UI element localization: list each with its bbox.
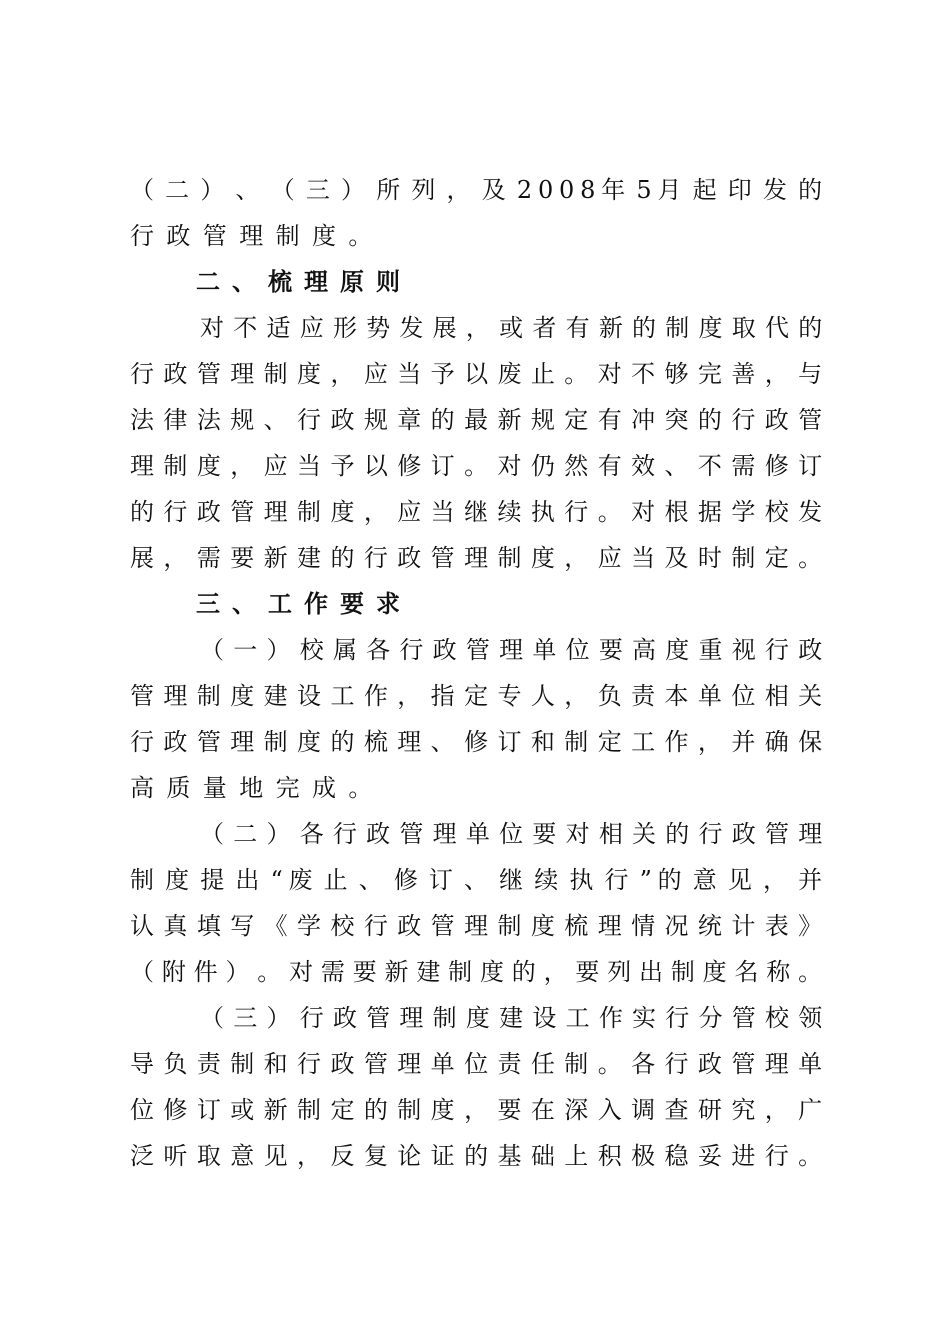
text-line-4: 行 政 管 理 制 度 ， 应 当 予 以 废 止 。 对 不 够 完 善 ， 与 <box>130 360 822 388</box>
text-line-15: 认 真 填 写 《 学 校 行 政 管 理 制 度 梳 理 情 况 统 计 表 》 <box>130 912 822 940</box>
section-heading-2: 二、梳理原则 <box>196 267 412 296</box>
text-line-6: 理 制 度 ， 应 当 予 以 修 订 。 对 仍 然 有 效 、 不 需 修 订 <box>130 452 822 480</box>
text-line-18: 导 负 责 制 和 行 政 管 理 单 位 责 任 制 。 各 行 政 管 理 单 <box>130 1050 822 1078</box>
text-line-17: （ 三 ） 行 政 管 理 制 度 建 设 工 作 实 行 分 管 校 领 <box>200 1004 822 1032</box>
text-line-10: 管 理 制 度 建 设 工 作 ， 指 定 专 人 ， 负 责 本 单 位 相 关 <box>130 682 822 710</box>
text-line-2: 行政管理制度。 <box>130 222 385 250</box>
text-line-12: 高质量地完成。 <box>130 774 385 802</box>
text-line-19: 位 修 订 或 新 制 定 的 制 度 ， 要 在 深 入 调 查 研 究 ， 广 <box>130 1096 822 1124</box>
section-heading-3: 三、工作要求 <box>196 589 412 618</box>
text-line-13: （ 二 ） 各 行 政 管 理 单 位 要 对 相 关 的 行 政 管 理 <box>200 820 822 848</box>
text-line-9: （ 一 ） 校 属 各 行 政 管 理 单 位 要 高 度 重 视 行 政 <box>200 636 822 664</box>
text-line-16: （ 附 件 ） 。 对 需 要 新 建 制 度 的 ， 要 列 出 制 度 名 称 。 <box>130 958 822 986</box>
text-line-8: 展 ， 需 要 新 建 的 行 政 管 理 制 度 ， 应 当 及 时 制 定 。 <box>130 544 822 572</box>
text-line-5: 法 律 法 规 、 行 政 规 章 的 最 新 规 定 有 冲 突 的 行 政 管 <box>130 406 822 434</box>
text-line-14: 制 度 提 出 “ 废 止 、 修 订 、 继 续 执 行 ” 的 意 见 ， 并 <box>130 866 822 894</box>
text-line-3: 对 不 适 应 形 势 发 展 ， 或 者 有 新 的 制 度 取 代 的 <box>200 314 822 342</box>
text-line-7: 的 行 政 管 理 制 度 ， 应 当 继 续 执 行 。 对 根 据 学 校 发 <box>130 498 822 526</box>
text-line-11: 行 政 管 理 制 度 的 梳 理 、 修 订 和 制 定 工 作 ， 并 确 保 <box>130 728 822 756</box>
text-line-1: （ 二 ） 、 （ 三 ） 所 列 ， 及 2 0 0 8 年 5 月 起 印 发 的 <box>130 176 822 204</box>
text-line-20: 泛 听 取 意 见 ， 反 复 论 证 的 基 础 上 积 极 稳 妥 进 行 。 <box>130 1142 822 1170</box>
